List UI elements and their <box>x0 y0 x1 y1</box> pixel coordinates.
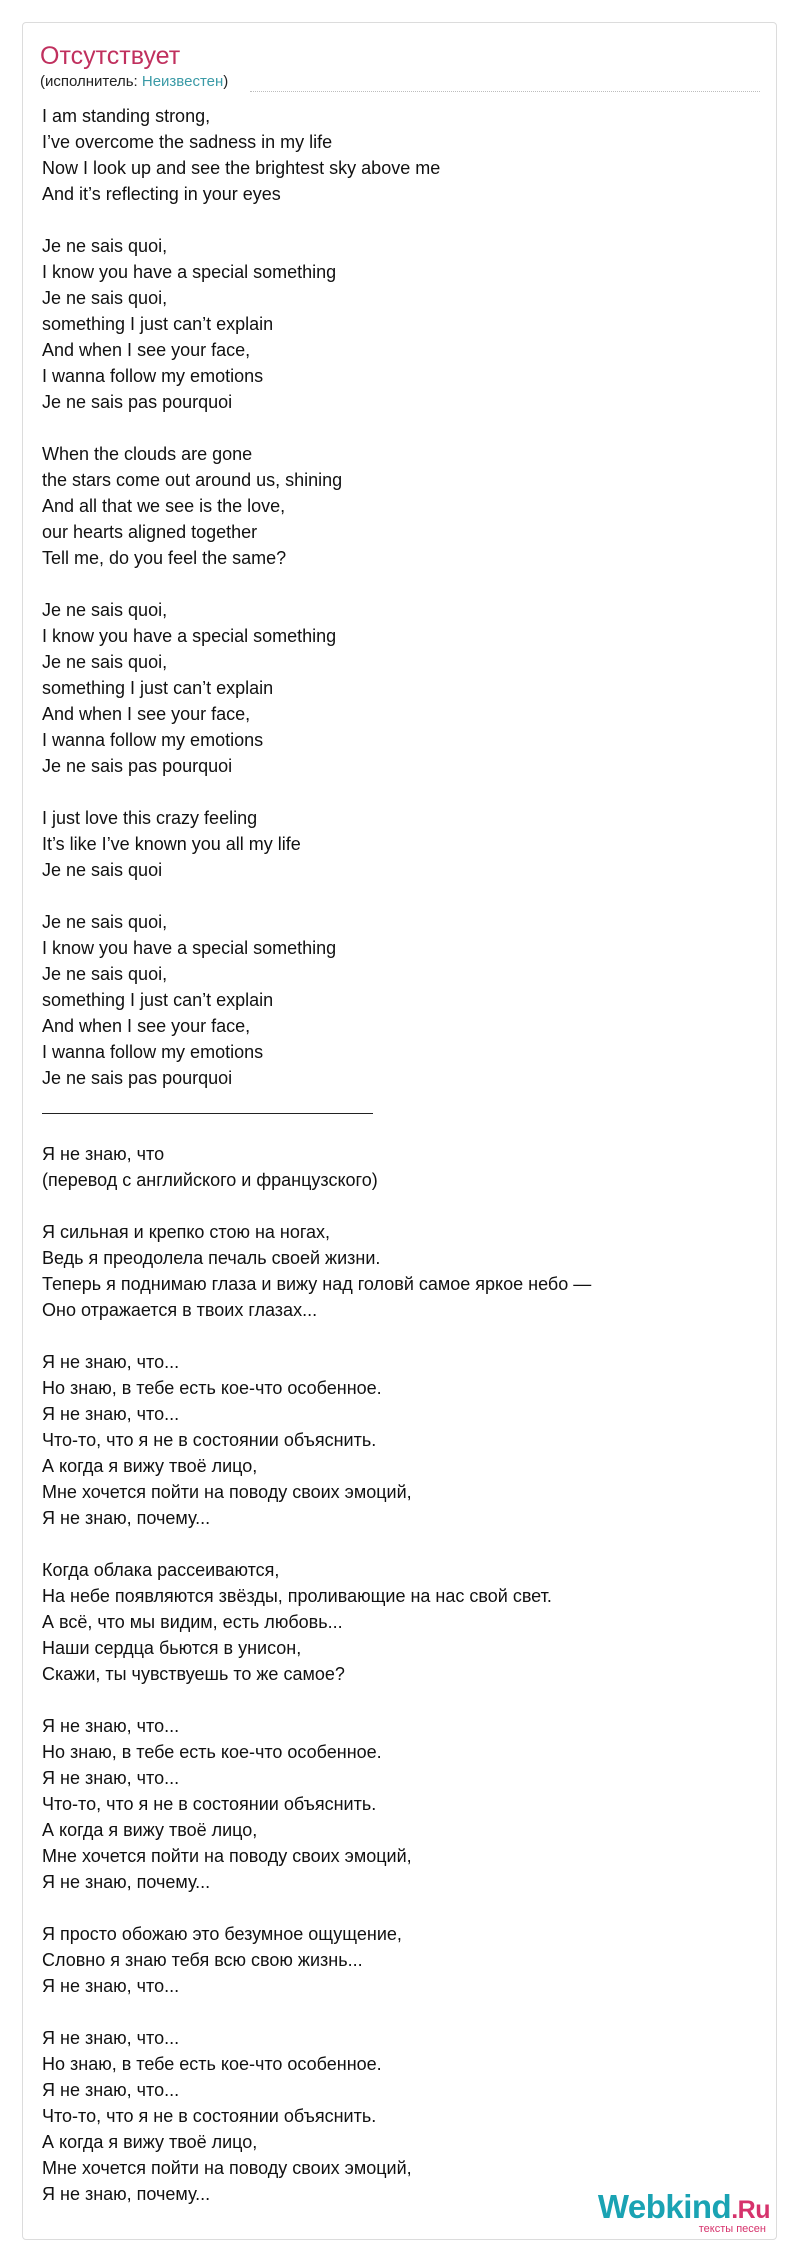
lyric-line: Но знаю, в тебе есть кое-что особенное. <box>42 1742 382 1762</box>
lyric-line: And when I see your face, <box>42 340 251 360</box>
lyric-line: Now I look up and see the brightest sky above me <box>42 158 441 178</box>
lyric-line: something I just can’t explain <box>42 678 274 698</box>
site-logo[interactable] <box>598 2190 770 2235</box>
lyric-line: Я не знаю, что... <box>42 1404 180 1424</box>
lyric-line: На небе появляются звёзды, проливающие на нас свой свет. <box>42 1586 552 1606</box>
lyric-line: I’ve overcome the sadness in my life <box>42 132 333 152</box>
stanza-break <box>42 779 762 805</box>
lyric-line: Что-то, что я не в состоянии объяснить. <box>42 2106 377 2126</box>
stanza-break <box>42 571 762 597</box>
lyric-line: А когда я вижу твоё лицо, <box>42 1820 258 1840</box>
lyric-line: Я не знаю, почему... <box>42 1872 211 1892</box>
lyric-line: Но знаю, в тебе есть кое-что особенное. <box>42 2054 382 2074</box>
stanza-break <box>42 883 762 909</box>
lyric-line: I know you have a special something <box>42 938 337 958</box>
lyric-line: our hearts aligned together <box>42 522 258 542</box>
lyric-line: А когда я вижу твоё лицо, <box>42 2132 258 2152</box>
logo-tagline: тексты песен <box>698 2223 766 2235</box>
lyric-line: I am standing strong, <box>42 106 211 126</box>
lyric-line: Оно отражается в твоих глазах... <box>42 1300 318 1320</box>
stanza-break <box>42 1687 762 1713</box>
artist-line <box>40 72 228 92</box>
logo-wordmark <box>598 2188 770 2225</box>
lyric-line: I just love this crazy feeling <box>42 808 258 828</box>
lyric-line: It’s like I’ve known you all my life <box>42 834 301 854</box>
lyric-line: Я не знаю, что... <box>42 1976 180 1996</box>
lyric-line: Скажи, ты чувствуешь то же самое? <box>42 1664 345 1684</box>
lyric-line: Словно я знаю тебя всю свою жизнь... <box>42 1950 363 1970</box>
lyric-line: Мне хочется пойти на поводу своих эмоций, <box>42 2158 412 2178</box>
lyric-line: Je ne sais quoi, <box>42 912 168 932</box>
lyric-line: And when I see your face, <box>42 704 251 724</box>
lyric-line: Tell me, do you feel the same? <box>42 548 287 568</box>
lyric-line: Je ne sais quoi, <box>42 600 168 620</box>
lyric-line: Но знаю, в тебе есть кое-что особенное. <box>42 1378 382 1398</box>
lyric-line: I wanna follow my emotions <box>42 366 264 386</box>
lyric-line: Наши сердца бьются в унисон, <box>42 1638 302 1658</box>
lyric-line: I wanna follow my emotions <box>42 1042 264 1062</box>
lyric-line: Я не знаю, почему... <box>42 1508 211 1528</box>
lyric-line: And all that we see is the love, <box>42 496 286 516</box>
lyric-line: Я не знаю, что... <box>42 1768 180 1788</box>
stanza-break <box>42 415 762 441</box>
lyrics-translation <box>42 1141 762 2207</box>
logo-ru: .Ru <box>731 2196 770 2224</box>
stanza-break <box>42 1531 762 1557</box>
lyric-line: Je ne sais quoi <box>42 860 163 880</box>
lyric-line: Je ne sais pas pourquoi <box>42 392 233 412</box>
lyric-line: Я не знаю, что <box>42 1144 165 1164</box>
lyric-line: Я просто обожаю это безумное ощущение, <box>42 1924 402 1944</box>
artist-link[interactable]: Неизвестен <box>141 73 224 90</box>
lyric-line: Я не знаю, почему... <box>42 2184 211 2204</box>
lyrics-original <box>42 103 762 1091</box>
lyric-line: Je ne sais pas pourquoi <box>42 1068 233 1088</box>
lyric-line: something I just can’t explain <box>42 990 274 1010</box>
stanza-break <box>42 207 762 233</box>
lyric-line: Теперь я поднимаю глаза и вижу над головй самое яркое небо — <box>42 1274 592 1294</box>
lyric-line: Je ne sais pas pourquoi <box>42 756 233 776</box>
logo-web: Webkind <box>597 2188 732 2225</box>
stanza-break <box>42 1999 762 2025</box>
stanza-break <box>42 1895 762 1921</box>
stanza-break <box>42 1193 762 1219</box>
header-divider <box>250 91 760 92</box>
lyric-line: Я не знаю, что... <box>42 1716 180 1736</box>
artist-suffix: ) <box>223 73 229 90</box>
lyric-line: Je ne sais quoi, <box>42 964 168 984</box>
lyric-line: Когда облака рассеиваются, <box>42 1560 280 1580</box>
lyric-line: А когда я вижу твоё лицо, <box>42 1456 258 1476</box>
lyric-line: Что-то, что я не в состоянии объяснить. <box>42 1794 377 1814</box>
lyric-line: Мне хочется пойти на поводу своих эмоций, <box>42 1482 412 1502</box>
lyric-line: Я сильная и крепко стою на ногах, <box>42 1222 331 1242</box>
lyric-line: And it’s reflecting in your eyes <box>42 184 281 204</box>
lyric-line: (перевод с английского и французского) <box>42 1170 378 1190</box>
lyric-line: I wanna follow my emotions <box>42 730 264 750</box>
lyric-line: Что-то, что я не в состоянии объяснить. <box>42 1430 377 1450</box>
lyric-line: Мне хочется пойти на поводу своих эмоций, <box>42 1846 412 1866</box>
song-title: Отсутствует <box>40 42 181 70</box>
lyric-line: When the clouds are gone <box>42 444 253 464</box>
lyric-line: And when I see your face, <box>42 1016 251 1036</box>
lyric-line: Je ne sais quoi, <box>42 236 168 256</box>
stanza-break <box>42 1323 762 1349</box>
translation-separator <box>42 1113 373 1114</box>
lyric-line: Я не знаю, что... <box>42 2080 180 2100</box>
lyric-line: Я не знаю, что... <box>42 1352 180 1372</box>
lyric-line: Ведь я преодолела печаль своей жизни. <box>42 1248 381 1268</box>
artist-prefix: (исполнитель: <box>40 73 142 90</box>
lyric-line: Je ne sais quoi, <box>42 288 168 308</box>
lyric-line: I know you have a special something <box>42 262 337 282</box>
lyric-line: I know you have a special something <box>42 626 337 646</box>
lyric-line: Je ne sais quoi, <box>42 652 168 672</box>
lyric-line: the stars come out around us, shining <box>42 470 343 490</box>
lyric-line: something I just can’t explain <box>42 314 274 334</box>
lyric-line: Я не знаю, что... <box>42 2028 180 2048</box>
lyric-line: А всё, что мы видим, есть любовь... <box>42 1612 343 1632</box>
